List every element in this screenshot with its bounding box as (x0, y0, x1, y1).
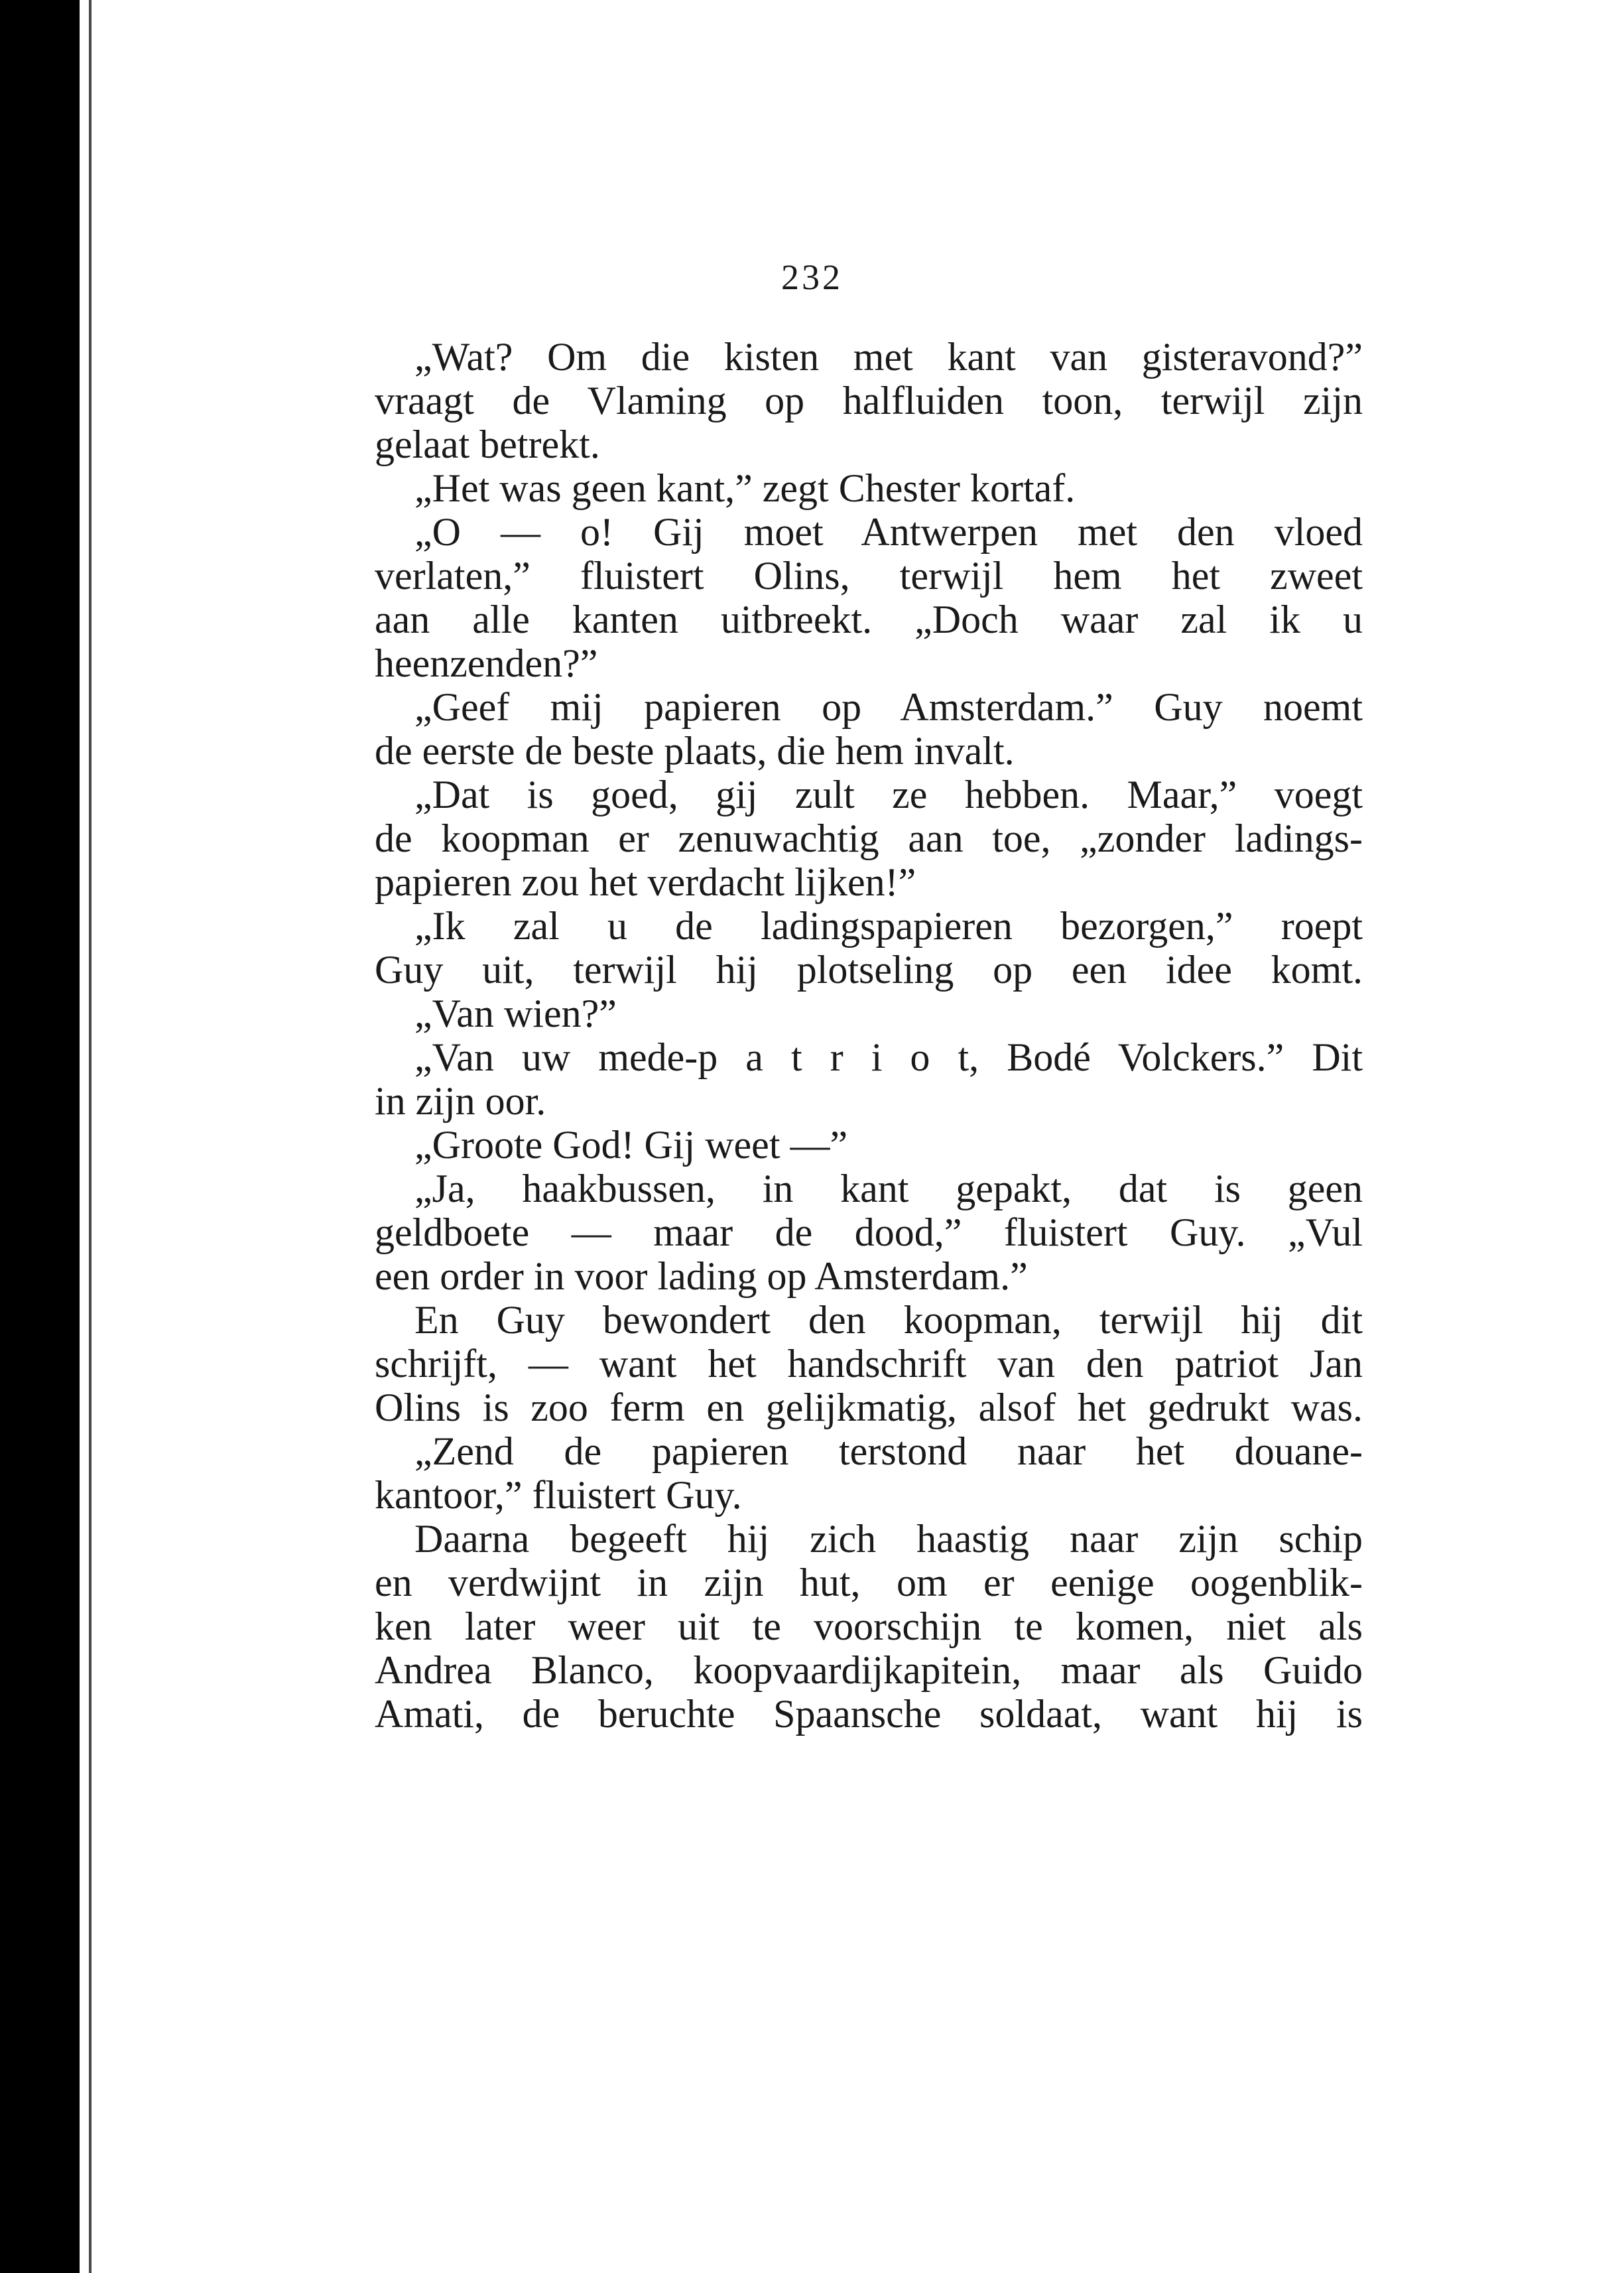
text-line: „Dat is goed, gij zult ze hebben. Maar,” voegt (414, 773, 1363, 816)
text-line: „Van wien?” (414, 992, 617, 1035)
text-line: Amati, de beruchte Spaansche soldaat, want hij is (375, 1692, 1363, 1736)
text-line: papieren zou het verdacht lijken!” (375, 860, 916, 904)
text-line: Guy uit, terwijl hij plotseling op een idee komt. (375, 948, 1363, 992)
scan-edge-line (89, 0, 92, 2273)
text-line: Daarna begeeft hij zich haastig naar zijn schip (414, 1517, 1363, 1561)
text-line: kantoor,” fluistert Guy. (375, 1473, 742, 1517)
text-line: „Van uw mede-p a t r i o t, Bodé Volckers.” Dit (414, 1035, 1363, 1079)
text-line: aan alle kanten uitbreekt. „Doch waar zal ik u (375, 598, 1363, 641)
text-line: geldboete — maar de dood,” fluistert Guy. „Vul (375, 1210, 1363, 1254)
text-line: de koopman er zenuwachtig aan toe, „zonder ladings- (375, 816, 1363, 860)
text-line: vraagt de Vlaming op halfluiden toon, terwijl zijn (375, 379, 1363, 422)
text-line: Andrea Blanco, koopvaardijkapitein, maar als Guido (375, 1648, 1363, 1692)
text-line: en verdwijnt in zijn hut, om er eenige oogenblik- (375, 1561, 1363, 1604)
text-line: „Groote God! Gij weet —” (414, 1123, 848, 1167)
text-line: de eerste de beste plaats, die hem invalt. (375, 729, 1015, 773)
text-line: „O — o! Gij moet Antwerpen met den vloed (414, 510, 1363, 554)
text-line: schrijft, — want het handschrift van den patriot Jan (375, 1342, 1363, 1386)
text-line: een order in voor lading op Amsterdam.” (375, 1254, 1028, 1298)
page-number: 232 (781, 257, 843, 297)
text-line: verlaten,” fluistert Olins, terwijl hem het zweet (375, 554, 1363, 598)
text-line: „Zend de papieren terstond naar het douane- (414, 1429, 1363, 1473)
text-line: gelaat betrekt. (375, 422, 600, 466)
text-line: „Wat? Om die kisten met kant van gisteravond?” (414, 335, 1363, 379)
text-line: in zijn oor. (375, 1079, 546, 1123)
text-line: „Geef mij papieren op Amsterdam.” Guy noemt (414, 685, 1363, 729)
scan-dark-edge (0, 0, 80, 2273)
text-line: „Ik zal u de ladingspapieren bezorgen,” roept (414, 904, 1363, 948)
text-line: ken later weer uit te voorschijn te komen, niet als (375, 1604, 1363, 1648)
body-text (375, 335, 1363, 1736)
text-line: „Ja, haakbussen, in kant gepakt, dat is geen (414, 1167, 1363, 1210)
text-line: heenzenden?” (375, 641, 598, 685)
text-line: En Guy bewondert den koopman, terwijl hij dit (414, 1298, 1363, 1342)
text-line: „Het was geen kant,” zegt Chester kortaf. (414, 466, 1076, 510)
text-line: Olins is zoo ferm en gelijkmatig, alsof het gedrukt was. (375, 1386, 1363, 1429)
